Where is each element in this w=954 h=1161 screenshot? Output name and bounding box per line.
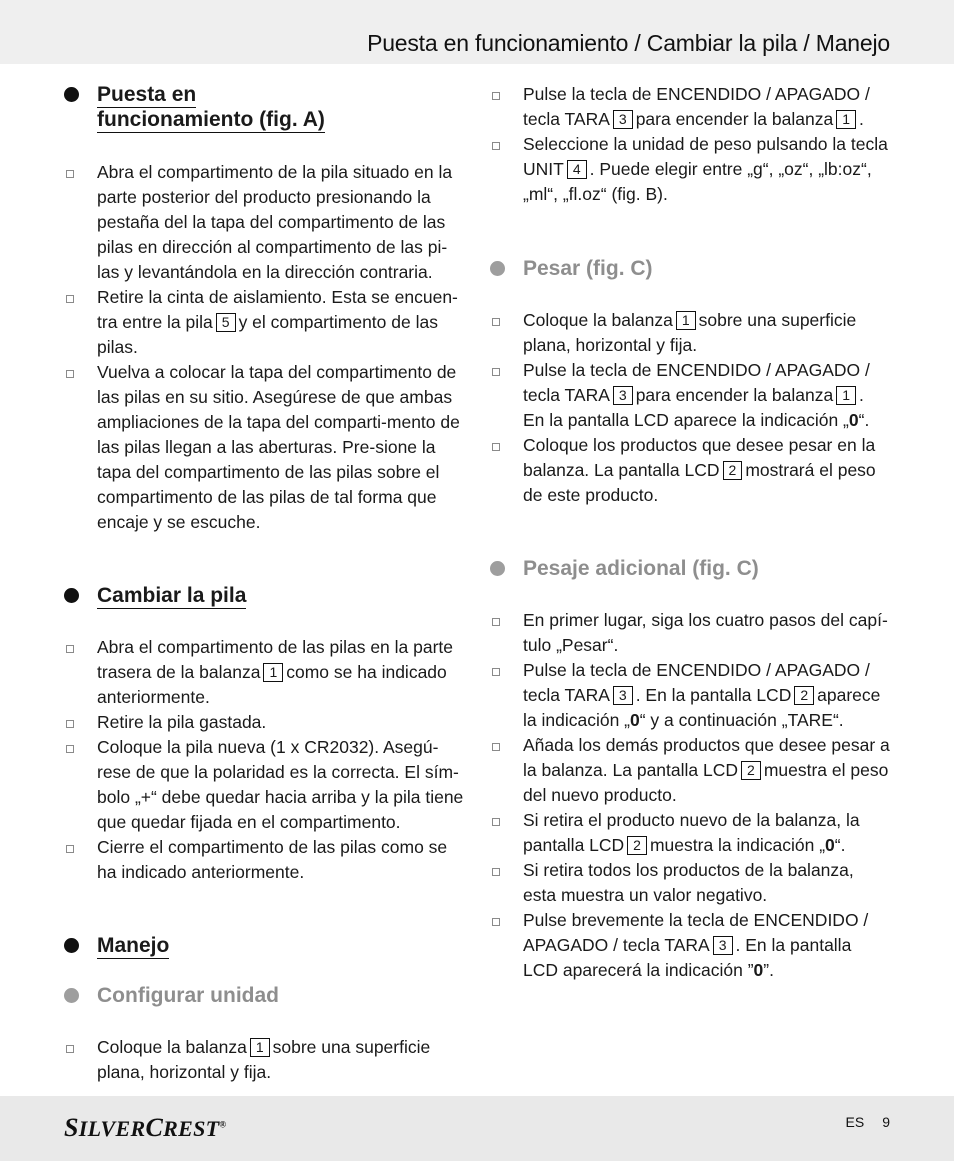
list-item: Coloque la balanza 1 sobre una superficie plana, horizontal y fija. [64,1035,464,1085]
subsection-heading-pesar [490,256,890,281]
list-item: Añada los demás productos que desee pesar a la balanza. La pantalla LCD 2 muestra el peso del nuevo producto. [490,733,890,808]
reference-number: 1 [676,311,696,330]
page-header-title: Puesta en funcionamiento / Cambiar la pila / Manejo [367,30,890,56]
list-item: Abra el compartimento de la pila situado en la parte posterior del producto presionando la pestaña del la tapa del compartimento de las pilas en dirección al compartimento de las pi-las y levantándola en la dirección contraria. [64,160,464,285]
checkbox-square-icon [492,368,500,376]
section-title: Puesta en [97,83,197,106]
list-configurar-cont [490,82,890,207]
section-heading-puesta [64,82,464,132]
checkbox-square-icon [492,318,500,326]
checkbox-square-icon [492,92,500,100]
header-bar [0,0,954,64]
reference-number: 2 [627,836,647,855]
list-item: Pulse brevemente la tecla de ENCENDIDO / APAGADO / tecla TARA 3 . En la pantalla LCD aparecerá la indicación ”0”. [490,908,890,983]
checkbox-square-icon [66,845,74,853]
right-column [490,82,890,983]
checkbox-square-icon [492,743,500,751]
reference-number: 3 [613,386,633,405]
list-puesta [64,160,464,535]
reference-number: 3 [713,936,733,955]
list-item: Seleccione la unidad de peso pulsando la tecla UNIT 4 . Puede elegir entre „g“, „oz“, „lb:oz“, „ml“, „fl.oz“ (fig. B). [490,132,890,207]
lcd-zero-value: 0 [848,410,859,430]
lcd-zero-value: 0 [753,960,764,980]
bullet-dot-icon [490,261,505,276]
list-item: Cierre el compartimento de las pilas como se ha indicado anteriormente. [64,835,464,885]
reference-number: 5 [216,313,236,332]
list-item: Pulse la tecla de ENCENDIDO / APAGADO / tecla TARA 3 para encender la balanza 1 . En la pantalla LCD aparece la indicación „0“. [490,358,890,433]
lcd-zero-value: 0 [825,835,835,855]
list-item: Abra el compartimento de las pilas en la parte trasera de la balanza 1 como se ha indicado anteriormente. [64,635,464,710]
checkbox-square-icon [492,868,500,876]
subsection-title: Pesar (fig. C) [523,257,653,280]
checkbox-square-icon [66,1045,74,1053]
checkbox-square-icon [66,745,74,753]
list-item: En primer lugar, siga los cuatro pasos del capí-tulo „Pesar“. [490,608,890,658]
subsection-heading-pesaje [490,556,890,581]
list-configurar [64,1035,464,1085]
list-item: Retire la pila gastada. [64,710,464,735]
list-item: Retire la cinta de aislamiento. Esta se encuen-tra entre la pila 5 y el compartimento de las pilas. [64,285,464,360]
silvercrest-logo: SILVERCREST® [64,1113,227,1142]
checkbox-square-icon [492,668,500,676]
section-heading-cambiar [64,583,464,608]
section-title: Manejo [97,934,170,957]
list-item: Vuelva a colocar la tapa del compartimento de las pilas en su sitio. Asegúrese de que ambas ampliaciones de la tapa del comparti-mento de las pilas llegan a las aberturas. Pre-sione la tapa del compartimento de las pilas sobre el compartimento de las pilas de tal forma que encaje y se escuche. [64,360,464,535]
list-item: Si retira todos los productos de la balanza, esta muestra un valor negativo. [490,858,890,908]
checkbox-square-icon [66,170,74,178]
reference-number: 2 [794,686,814,705]
bullet-dot-icon [64,988,79,1003]
bullet-dot-icon [64,938,79,953]
subsection-title: Pesaje adicional (fig. C) [523,557,759,580]
page-info [846,1114,890,1130]
page-number: 9 [882,1114,890,1130]
checkbox-square-icon [492,142,500,150]
section-title: Cambiar la pila [97,584,247,607]
list-item: Coloque la balanza 1 sobre una superficie plana, horizontal y fija. [490,308,890,358]
checkbox-square-icon [66,295,74,303]
reference-number: 1 [263,663,283,682]
list-cambiar [64,635,464,885]
section-title-line2: funcionamiento (fig. A) [97,108,325,131]
reference-number: 2 [723,461,743,480]
reference-number: 1 [836,110,856,129]
list-item: Coloque los productos que desee pesar en la balanza. La pantalla LCD 2 mostrará el peso de este producto. [490,433,890,508]
reference-number: 3 [613,686,633,705]
checkbox-square-icon [66,720,74,728]
section-heading-manejo [64,933,464,958]
left-column [64,82,464,1085]
reference-number: 1 [836,386,856,405]
list-item: Coloque la pila nueva (1 x CR2032). Asegú-rese de que la polaridad es la correcta. El sím-bolo „+“ debe quedar hacia arriba y la pila tiene que quedar fijada en el compartimento. [64,735,464,835]
checkbox-square-icon [492,443,500,451]
reference-number: 3 [613,110,633,129]
bullet-dot-icon [64,588,79,603]
bullet-dot-icon [64,87,79,102]
list-item: Pulse la tecla de ENCENDIDO / APAGADO / tecla TARA 3 para encender la balanza 1 . [490,82,890,132]
footer-bar [0,1096,954,1161]
reference-number: 4 [567,160,587,179]
list-pesaje [490,608,890,983]
list-pesar [490,308,890,508]
checkbox-square-icon [492,618,500,626]
lcd-zero-value: 0 [630,710,640,730]
reference-number: 2 [741,761,761,780]
bullet-dot-icon [490,561,505,576]
reference-number: 1 [250,1038,270,1057]
checkbox-square-icon [66,645,74,653]
language-code: ES [845,1114,865,1130]
checkbox-square-icon [66,370,74,378]
list-item: Si retira el producto nuevo de la balanza, la pantalla LCD 2 muestra la indicación „0“. [490,808,890,858]
list-item: Pulse la tecla de ENCENDIDO / APAGADO / tecla TARA 3 . En la pantalla LCD 2 aparece la indicación „0“ y a continuación „TARE“. [490,658,890,733]
subsection-heading-configurar [64,983,464,1008]
checkbox-square-icon [492,818,500,826]
subsection-title: Configurar unidad [97,984,279,1007]
checkbox-square-icon [492,918,500,926]
